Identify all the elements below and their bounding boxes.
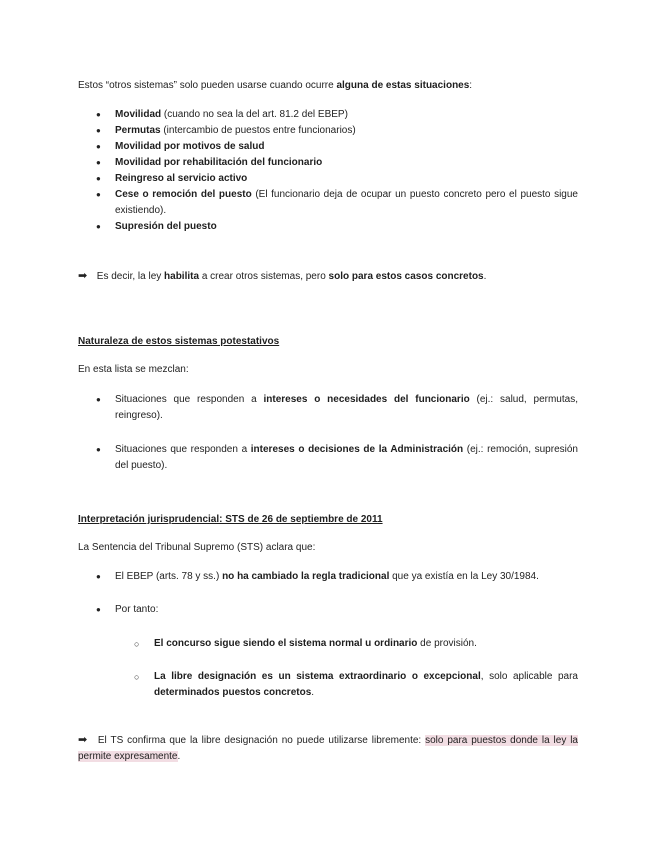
list-item: ● Movilidad por motivos de salud	[78, 139, 578, 155]
bullet-icon: ●	[96, 572, 101, 581]
situations-list	[78, 107, 578, 235]
list-item: ● Movilidad por rehabilitación del funcionario	[78, 155, 578, 171]
section-2-intro: En esta lista se mezclan:	[78, 364, 189, 375]
conclusion-2: ➡ El TS confirma que la libre designación no puede utilizarse libremente: solo para puestos donde la ley la permite expresamente.	[78, 734, 578, 762]
list-item: ● El EBEP (arts. 78 y ss.) no ha cambiado la regla tradicional que ya existía en la Ley 30/1984.	[78, 569, 578, 585]
list-item: ● Supresión del puesto	[78, 219, 578, 235]
list-item: ● Movilidad (cuando no sea la del art. 81.2 del EBEP)	[78, 107, 578, 123]
circle-bullet-icon: ○	[134, 639, 140, 649]
bullet-icon: ●	[96, 395, 101, 404]
list-item: ● Permutas (intercambio de puestos entre funcionarios)	[78, 123, 578, 139]
bullet-icon: ●	[96, 445, 101, 454]
sub-list-item: ○ El concurso sigue siendo el sistema normal u ordinario de provisión.	[78, 636, 578, 652]
list-item: ● Situaciones que responden a intereses o necesidades del funcionario (ej.: salud, permutas, reingreso).	[96, 394, 578, 421]
list-item: ● Por tanto:	[78, 602, 578, 618]
intro-paragraph: Estos “otros sistemas” solo pueden usarse cuando ocurre alguna de estas situaciones:	[78, 80, 473, 91]
section-2-title: Naturaleza de estos sistemas potestativos	[78, 336, 280, 347]
bullet-icon: ●	[96, 605, 101, 614]
list-item: ● Cese o remoción del puesto (El funcionario deja de ocupar un puesto concreto pero el puesto sigue existiendo).	[78, 187, 578, 219]
list-item: ● Reingreso al servicio activo	[78, 171, 578, 187]
section-3-intro: La Sentencia del Tribunal Supremo (STS) aclara que:	[78, 542, 316, 553]
section-3-title: Interpretación jurisprudencial: STS de 26 de septiembre de 2011	[78, 514, 383, 525]
sub-list-item: ○ La libre designación es un sistema extraordinario o excepcional, solo aplicable para determinados puestos concretos.	[134, 671, 578, 698]
list-item: ● Situaciones que responden a intereses o decisiones de la Administración (ej.: remoción, supresión del puesto).	[96, 444, 578, 471]
conclusion-1: ➡ Es decir, la ley habilita a crear otros sistemas, pero solo para estos casos concretos.	[78, 270, 487, 282]
circle-bullet-icon: ○	[134, 672, 140, 682]
highlighted-text: solo para puestos donde la ley la permite expresamente	[78, 735, 578, 762]
arrow-right-icon: ➡	[78, 270, 88, 282]
arrow-right-icon: ➡	[78, 734, 88, 746]
